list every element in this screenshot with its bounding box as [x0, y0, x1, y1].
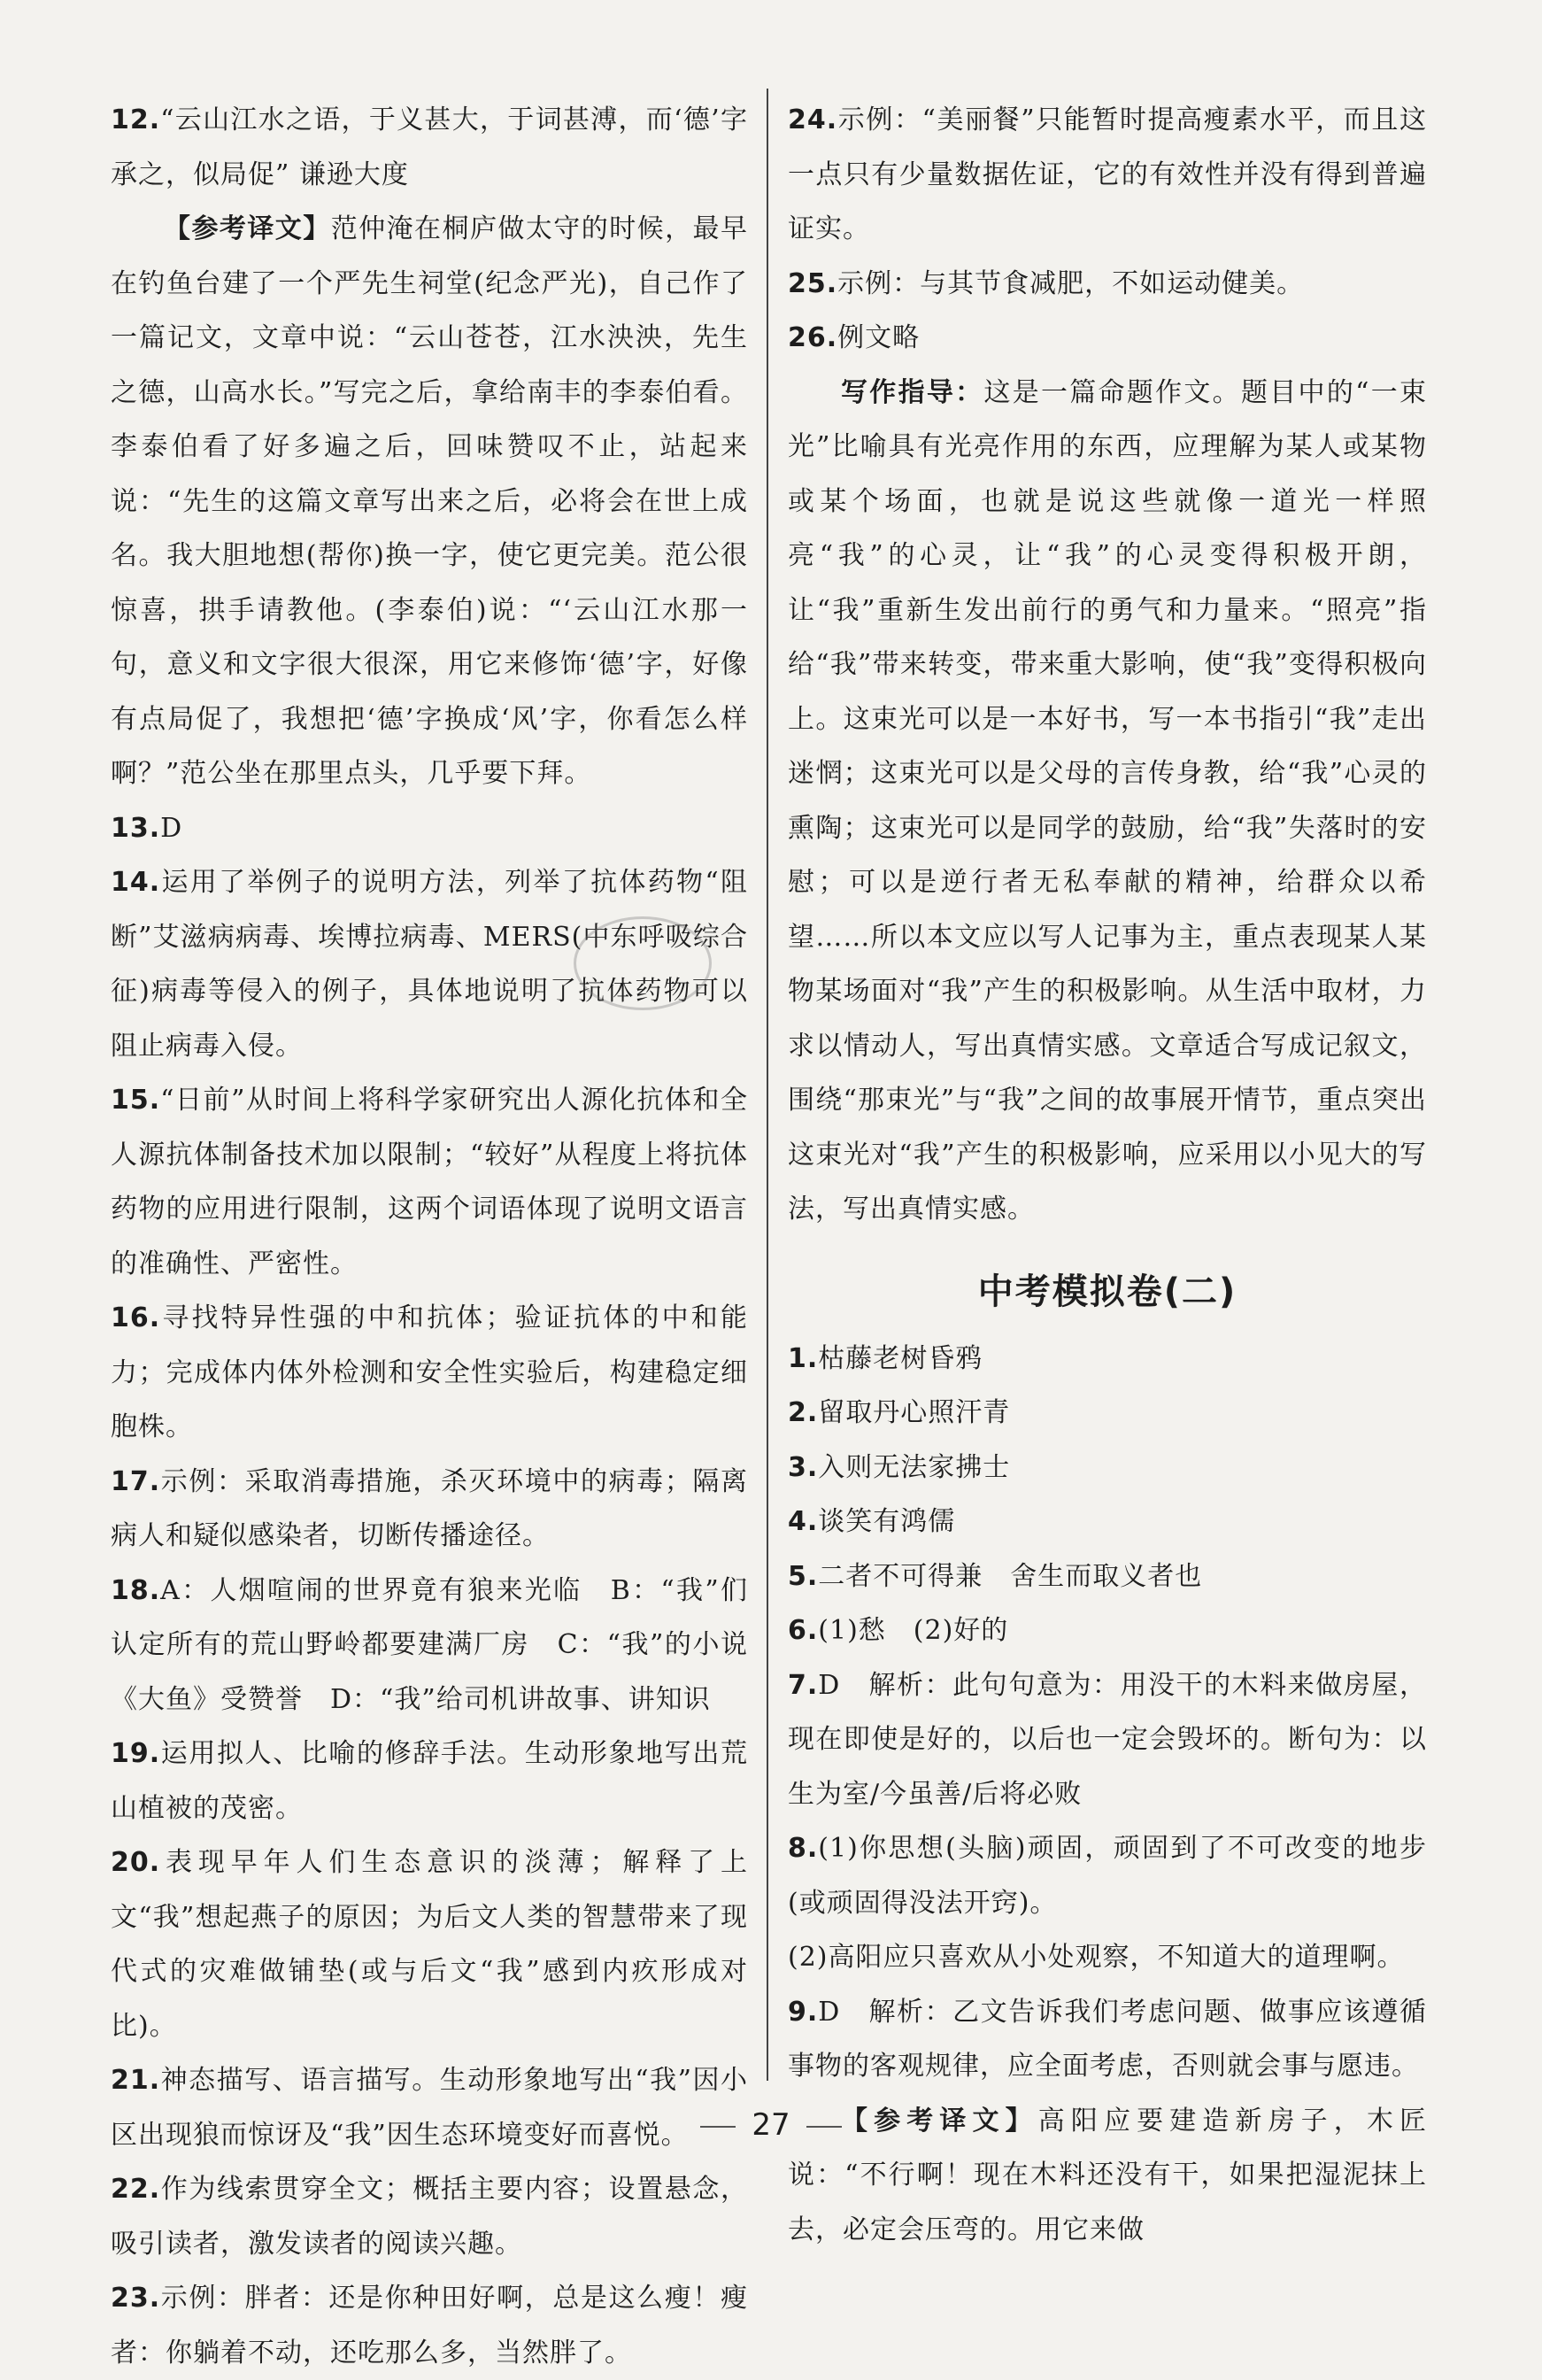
page-dash-right	[806, 2126, 842, 2128]
answer-r6: 6.(1)愁 (2)好的	[788, 1615, 1009, 1646]
answer-r9: 9.D 解析：乙文告诉我们考虑问题、做事应该遵循事物的客观规律，应全面考虑，否则就会事与愿违。	[788, 1996, 1427, 2082]
answer-r3: 3.入则无法家拂士	[788, 1451, 1011, 1483]
answer-19: 19.运用拟人、比喻的修辞手法。生动形象地写出荒山植被的茂密。	[111, 1738, 748, 1824]
answer-14: 14.运用了举例子的说明方法，列举了抗体药物“阻断”艾滋病病毒、埃博拉病毒、MERS(中东呼吸综合征)病毒等侵入的例子，具体地说明了抗体药物可以阻止病毒入侵。	[111, 867, 748, 1062]
answer-r5: 5.二者不可得兼 舍生而取义者也	[788, 1560, 1203, 1592]
translation-r9: 【参考译文】高阳应要建造新房子，木匠说：“不行啊！现在木料还没有干，如果把湿泥抹上去，必定会压弯的。用它来做	[788, 2105, 1428, 2245]
right-column	[788, 93, 1427, 2257]
answer-18: 18.A：人烟喧闹的世界竟有狼来光临 B：“我”们认定所有的荒山野岭都要建满厂房 C：“我”的小说《大鱼》受赞誉 D：“我”给司机讲故事、讲知识	[111, 1574, 748, 1715]
answer-26: 26.例文略	[788, 322, 921, 353]
answer-r4: 4.谈笑有鸿儒	[788, 1506, 956, 1537]
answer-17: 17.示例：采取消毒措施，杀灭环境中的病毒；隔离病人和疑似感染者，切断传播途径。	[111, 1465, 748, 1551]
column-divider	[767, 89, 768, 2081]
answer-24: 24.示例：“美丽餐”只能暂时提高瘦素水平，而且这一点只有少量数据佐证，它的有效性并没有得到普遍证实。	[788, 104, 1427, 244]
answer-r8a: 8.(1)你思想(头脑)顽固，顽固到了不可改变的地步(或顽固得没法开窍)。	[788, 1833, 1427, 1919]
left-column	[111, 93, 748, 2380]
answer-21: 21.神态描写、语言描写。生动形象地写出“我”因小区出现狼而惊讶及“我”因生态环境变好而喜悦。	[111, 2065, 748, 2151]
answer-25: 25.示例：与其节食减肥，不如运动健美。	[788, 267, 1305, 299]
section-heading: 中考模拟卷(二)	[977, 1271, 1237, 1312]
answer-23: 23.示例：胖者：还是你种田好啊，总是这么瘦！瘦者：你躺着不动，还吃那么多，当然胖了。	[111, 2283, 748, 2368]
answer-r1: 1.枯藤老树昏鸦	[788, 1342, 983, 1374]
writing-guide: 写作指导：这是一篇命题作文。题目中的“一束光”比喻具有光亮作用的东西，应理解为某人或某物或某个场面，也就是说这些就像一道光一样照亮“我”的心灵，让“我”的心灵变得积极开朗，让“我”重新生发出前行的勇气和力量来。“照亮”指给“我”带来转变，带来重大影响，使“我”变得积极向上。这束光可以是一本好书，写一本书指引“我”走出迷惘；这束光可以是父母的言传身教，给“我”心灵的熏陶；这束光可以是同学的鼓励，给“我”失落时的安慰；可以是逆行者无私奉献的精神，给群众以希望……所以本文应以写人记事为主，重点表现某人某物某场面对“我”产生的积极影响。从生活中取材，力求以情动人，写出真情实感。文章适合写成记叙文，围绕“那束光”与“我”之间的故事展开情节，重点突出这束光对“我”产生的积极影响，应采用以小见大的写法，写出真情实感。	[788, 376, 1428, 1225]
answer-15: 15.“日前”从时间上将科学家研究出人源化抗体和全人源抗体制备技术加以限制；“较好”从程度上将抗体药物的应用进行限制，这两个词语体现了说明文语言的准确性、严密性。	[111, 1085, 748, 1279]
answer-13: 13.D	[111, 812, 183, 844]
answer-20: 20.表现早年人们生态意识的淡薄；解释了上文“我”想起燕子的原因；为后文人类的智慧带来了现代式的灾难做铺垫(或与后文“我”感到内疚形成对比)。	[111, 1847, 748, 2042]
answer-12: 12.“云山江水之语，于义甚大，于词甚溥，而‘德’字承之，似局促” 谦逊大度	[111, 104, 748, 190]
answer-22: 22.作为线索贯穿全文；概括主要内容；设置悬念，吸引读者，激发读者的阅读兴趣。	[111, 2174, 748, 2260]
answer-16: 16.寻找特异性强的中和抗体；验证抗体的中和能力；完成体内体外检测和安全性实验后，构建稳定细胞株。	[111, 1302, 748, 1442]
answer-r2: 2.留取丹心照汗青	[788, 1397, 1011, 1428]
answer-r8b: (2)高阳应只喜欢从小处观察，不知道大的道理啊。	[788, 1942, 1405, 1973]
answer-r7: 7.D 解析：此句句意为：用没干的木料来做房屋，现在即使是好的，以后也一定会毁坏的。断句为：以生为室/今虽善/后将必败	[788, 1669, 1427, 1810]
page-dash-left	[700, 2126, 736, 2128]
stamp-seal	[574, 916, 712, 1010]
translation-12: 【参考译文】范仲淹在桐庐做太守的时候，最早在钓鱼台建了一个严先生祠堂(纪念严光)，自己作了一篇记文，文章中说：“云山苍苍，江水泱泱，先生之德，山高水长。”写完之后，拿给南丰的李泰伯看。李泰伯看了好多遍之后，回味赞叹不止，站起来说：“先生的这篇文章写出来之后，必将会在世上成名。我大胆地想(帮你)换一字，使它更完美。范公很惊喜，拱手请教他。(李泰伯)说：“‘云山江水那一句，意义和文字很大很深，用它来修饰‘德’字，好像有点局促了，我想把‘德’字换成‘风’字，你看怎么样啊？”范公坐在那里点头，几乎要下拜。	[111, 213, 749, 789]
page-number: 27	[0, 2107, 1542, 2143]
